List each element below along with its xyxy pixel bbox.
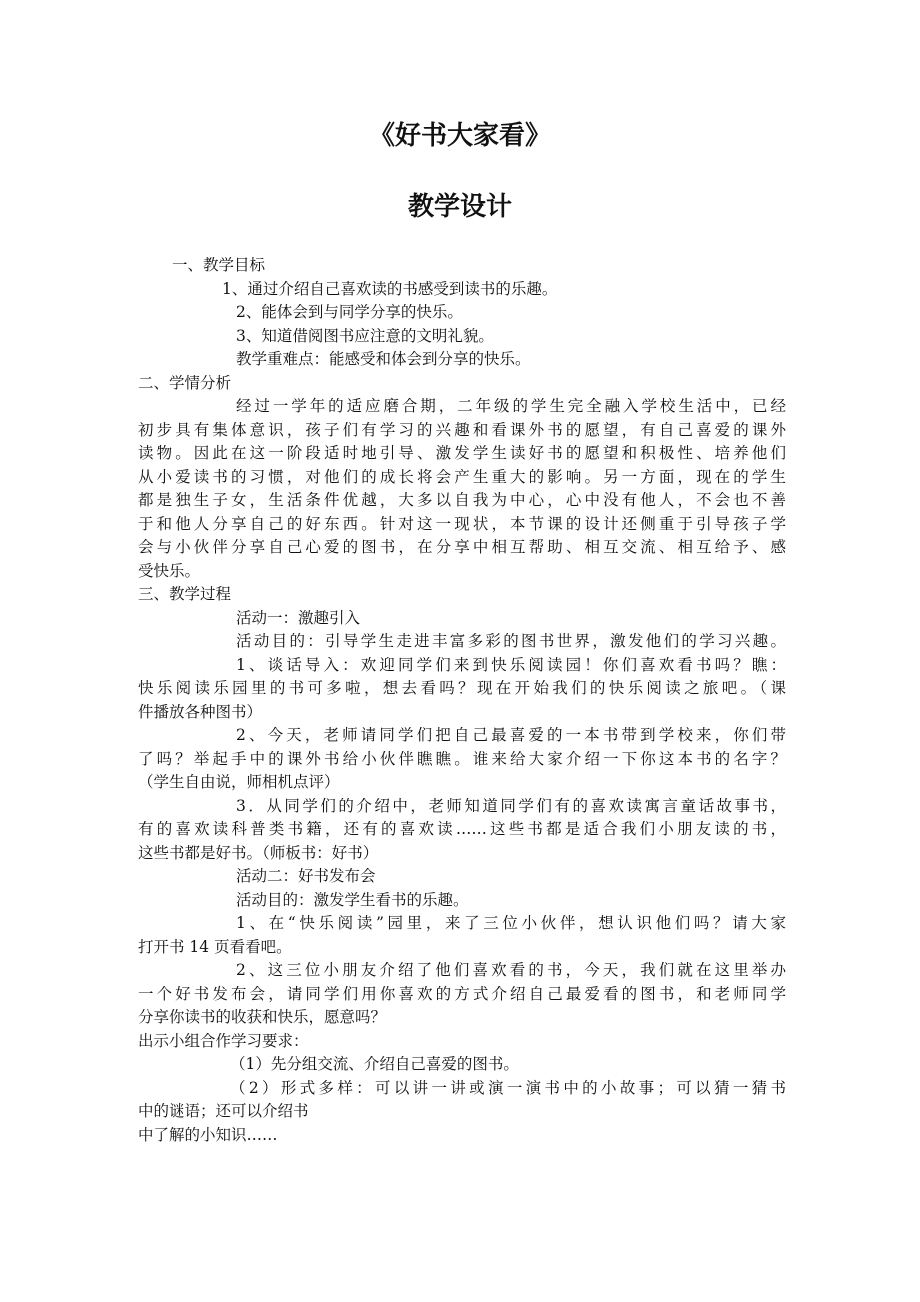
paragraph-line: 1、在“快乐阅读”园里，来了三位小伙伴，想认识他们吗？请大家 (236, 914, 786, 932)
paragraph-line: （学生自由说，师相机点评） (138, 773, 340, 791)
paragraph-line: 出示小组合作学习要求： (138, 1031, 309, 1050)
paragraph-line: 这些书都是好书。（师板书：好书） (138, 843, 379, 862)
paragraph-line: 读物。因此在这一阶段适时地引导、激发学生读好书的愿望和积极性、培养他们 (138, 444, 786, 462)
paragraph-line: 2、今天，老师请同学们把自己最喜爱的一本书带到学校来，你们带 (236, 726, 786, 744)
list-item: （2）形式多样：可以讲一讲或演一演书中的小故事；可以猜一猜书 (230, 1078, 786, 1097)
list-item: （1）先分组交流、介绍自己喜爱的图书。 (230, 1055, 519, 1073)
paragraph-line: 初步具有集体意识，孩子们有学习的兴趣和看课外书的愿望，有自己喜爱的课外 (138, 420, 786, 439)
paragraph-line: 会与小伙伴分享自己心爱的图书，在分享中相互帮助、相互交流、相互给予、感 (138, 538, 786, 556)
paragraph-line: 于和他人分享自己的好东西。针对这一现状，本节课的设计还侧重于引导孩子学 (138, 514, 786, 533)
paragraph-line: 1、谈话导入：欢迎同学们来到快乐阅读园！你们喜欢看书吗？瞧： (236, 655, 786, 674)
paragraph-line: 分享你读书的收获和快乐，愿意吗？ (138, 1008, 387, 1026)
document-title: 《好书大家看》 (368, 121, 551, 151)
section-heading: 三、教学过程 (138, 585, 232, 603)
paragraph-line: 经过一学年的适应磨合期，二年级的学生完全融入学校生活中，已经 (236, 397, 786, 415)
paragraph-line: 都是独生子女，生活条件优越，大多以自我为中心，心中没有他人，不会也不善 (138, 491, 786, 509)
paragraph-line: 一个好书发布会，请同学们用你喜欢的方式介绍自己最爱看的图书，和老师同学 (138, 984, 786, 1003)
paragraph-line: 受快乐。 (138, 561, 201, 580)
section-heading: 一、教学目标 (172, 256, 266, 274)
paragraph-line: 教学重难点：能感受和体会到分享的快乐。 (236, 350, 531, 368)
section-heading: 二、学情分析 (138, 373, 232, 392)
paragraph-line: 3．从同学们的介绍中，老师知道同学们有的喜欢读寓言童话故事书， (236, 796, 786, 815)
paragraph-line: 活动目的：激发学生看书的乐趣。 (236, 890, 469, 909)
activity-heading: 活动一：激趣引入 (236, 608, 361, 627)
paragraph-line: 中的谜语；还可以介绍书 (138, 1102, 309, 1120)
paragraph-line: 了吗？举起手中的课外书给小伙伴瞧瞧。谁来给大家介绍一下你这本书的名字？ (138, 749, 786, 768)
activity-heading: 活动二：好书发布会 (236, 867, 376, 885)
paragraph-line: 2、这三位小朋友介绍了他们喜欢看的书，今天，我们就在这里举办 (236, 961, 786, 979)
paragraph-line: 3、知道借阅图书应注意的文明礼貌。 (236, 326, 494, 345)
paragraph-line: 活动目的：引导学生走进丰富多彩的图书世界，激发他们的学习兴趣。 (236, 632, 786, 650)
document-body (138, 254, 786, 1147)
paragraph-line: 从小爱读书的习惯，对他们的成长将会产生重大的影响。另一方面，现在的学生 (138, 467, 786, 486)
document-subtitle: 教学设计 (407, 192, 512, 222)
paragraph-line: 2、能体会到与同学分享的快乐。 (236, 303, 463, 321)
paragraph-line: 快乐阅读乐园里的书可多啦，想去看吗？现在开始我们的快乐阅读之旅吧。（课 (138, 679, 786, 697)
paragraph-line: 有的喜欢读科普类书籍，还有的喜欢读……这些书都是适合我们小朋友读的书， (138, 820, 786, 838)
paragraph-line: 1、通过介绍自己喜欢读的书感受到读书的乐趣。 (222, 279, 558, 298)
paragraph-line: 打开书 14 页看看吧。 (138, 937, 292, 956)
paragraph-line: 中了解的小知识…… (138, 1125, 278, 1144)
paragraph-line: 件播放各种图书） (138, 702, 263, 721)
